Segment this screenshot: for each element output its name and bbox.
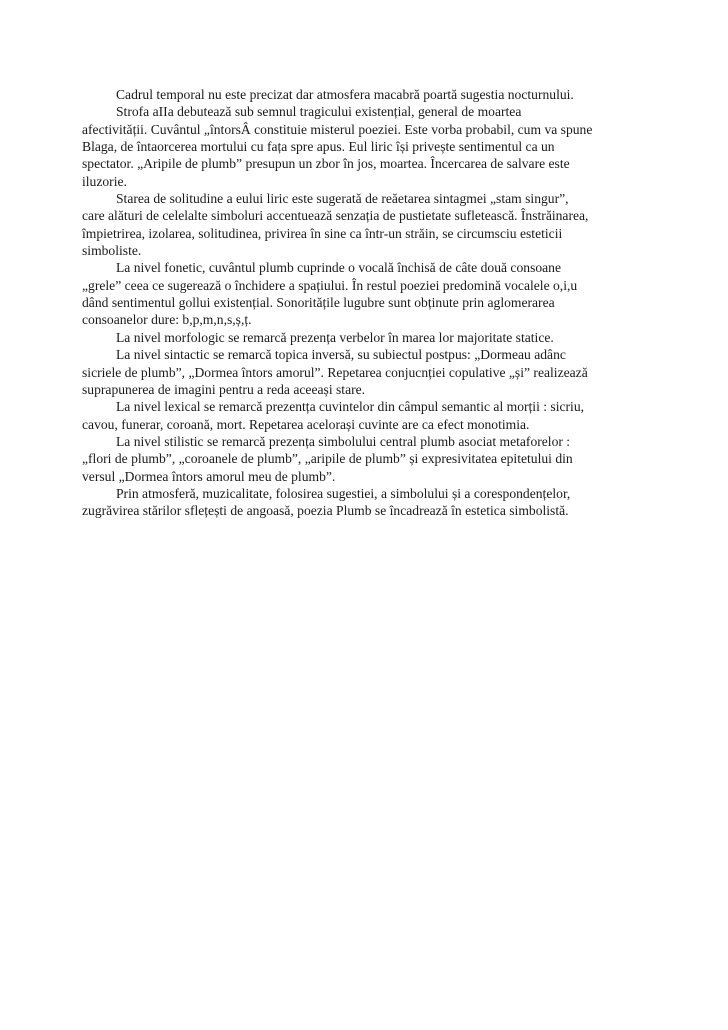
text-line: spectator. „Aripile de plumb” presupun un zbor în jos, moartea. Încercarea de salvare este [82,156,570,172]
text-line: Starea de solitudine a eului liric este sugerată de reăetarea sintagmei „stam singur”, [82,191,569,207]
text-line: La nivel sintactic se remarcă topica inversă, su subiectul postpus: „Dormeau adânc [82,347,566,363]
text-line: consoanelor dure: b,p,m,n,s,ș,ț. [82,312,252,328]
text-line: împietrirea, izolarea, solitudinea, privirea în sine ca într-un străin, se circumsciu esteticii [82,225,563,241]
text-line: Prin atmosferă, muzicalitate, folosirea sugestiei, a simbolului și a corespondențelor, [82,485,571,501]
document-body [82,86,662,520]
text-line: versul „Dormea întors amorul meu de plumb”. [82,468,336,484]
text-line: zugrăvirea stărilor sflețești de angoasă, poezia Plumb se încadrează în estetica simbolistă. [82,503,569,519]
text-line: Strofa aIIa debutează sub semnul tragicului existențial, general de moartea [82,104,522,120]
text-line: „flori de plumb”, „coroanele de plumb”, „aripile de plumb” și expresivitatea epitetului din [82,451,573,467]
text-line: cavou, funerar, coroană, mort. Repetarea acelorași cuvinte are ca efect monotimia. [82,416,530,432]
text-line: care alături de celelalte simboluri accentuează senzația de pustietate sufletească. Înstrăinarea, [82,208,589,224]
text-line: La nivel fonetic, cuvântul plumb cuprinde o vocală închisă de câte două consoane [82,260,562,276]
text-line: Blaga, de întaorcerea mortului cu fața spre apus. Eul liric își privește sentimentul ca un [82,139,555,155]
text-line: dând sentimentul gollui existențial. Sonoritățile lugubre sunt obținute prin aglomerarea [82,295,555,311]
text-line: simboliste. [82,243,142,259]
text-line: sicriele de plumb”, „Dormea întors amorul”. Repetarea conjucnției copulative „și” realizează [82,364,588,380]
text-line: suprapunerea de imagini pentru a reda aceeași stare. [82,381,366,397]
text-line: La nivel stilistic se remarcă prezența simbolului central plumb asociat metaforelor : [82,433,571,449]
text-line: La nivel lexical se remarcă prezentța cuvintelor din câmpul semantic al morții : sicriu, [82,399,585,415]
text-line: iluzorie. [82,173,127,189]
text-line: „grele” ceea ce sugerează o închidere a spațiului. În restul poeziei predomină vocalele o,i,u [82,277,578,293]
text-line: afectivității. Cuvântul „întorsÂ constituie misterul poeziei. Este vorba probabil, cum va spune [82,121,593,137]
text-line: La nivel morfologic se remarcă prezența verbelor în marea lor majoritate statice. [82,329,554,345]
text-line: Cadrul temporal nu este precizat dar atmosfera macabră poartă sugestia nocturnului. [82,87,574,102]
